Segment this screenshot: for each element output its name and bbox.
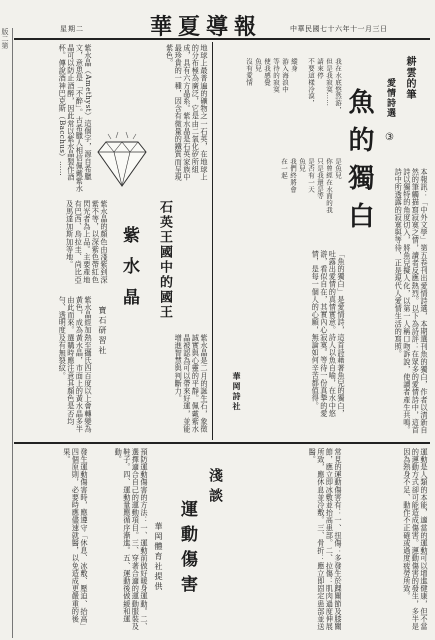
poem-line: 沒有愛情 [245,58,253,86]
gem-headline: 石英王國中的國王 [157,200,172,320]
masthead-weekday: 星期二 [60,25,84,33]
poem-line: 是魚兒 [334,158,342,179]
sports-credit: 華岡體育社提供 [154,522,163,592]
poem-line: 是否有一天 [307,158,315,193]
gem-body-3: 紫水晶經加熱至攝氏四百度以上會轉變為黃色，成為黃水晶，市面上的黃水晶多半由此而來。選購時應注意其顏色是否均勻、透明度及有無裂紋。 [58,296,93,433]
poem-line: 魚兒 [254,58,262,72]
poem-lines-group-2 [246,58,298,158]
gem-diamond-illustration [96,130,148,190]
poem-line: 請來停 [316,58,324,79]
poetry-column-title: 耕雲的筆 [404,56,415,100]
masthead-date: 中華民國七十六年十一月三日 [290,25,388,33]
poetry-side-article: 本報訊：「中外文學」第五卷刊出愛情詩選，本期選刊魚的獨白，作者以清新自然的筆觸描寫寂寞之情，讀者反應熱烈。以下為詩評：在眾多的愛情詩中，這首詩以獨特的角度切入，將魚兒擬人化，以第一人稱口吻訴說，使讀者產生共鳴。詩中所透露的寂寞與等待，正是現代人愛情生活的寫照。 [394,168,429,434]
poem-title: 魚的獨白 [344,88,374,240]
poetry-subtitle: 愛情詩選 [385,78,395,118]
poem-lines-group-1 [300,58,342,148]
sports-headline-prefix: 淺談 [207,468,223,508]
poem-line: 不要這樣冷漠， [307,58,315,107]
gem-subheadline: 紫水晶 [119,226,139,319]
poem-line: 但是我寂寞…… [325,58,333,107]
poem-line: 游入海浪中 [281,58,289,93]
gem-body-4: 紫水晶是二月的誕生石，象徵誠實與心靈的平靜。佩戴紫水晶被認為可以帶來好運，並能增進智慧與判斷力。 [174,334,209,433]
sports-body-1: 運動是人類的本能，適當的運動可以增進健康，但不當的運動方式卻可能造成傷害。運動傷害的發生，多半是因為熱身不足、動作不正確或過度疲勞所致。 [402,448,429,631]
poem-line: 縱身 [290,58,298,72]
poem-line: 我在水底悠然游， [334,58,342,114]
gem-intro: 地球上最普遍的礦物之一石英，在地球上的分布極為廣泛，它是由二氧化矽所組成，具有六方晶系。紫水晶是石英家族中最珍貴的一種，因含有微量的鐵質而呈現紫色。 [165,44,209,181]
sports-headline: 運動傷害 [177,500,197,600]
poetry-commentary: 「魚的獨白」是愛情詩，這首詩藉著魚兒的獨白，吐露出愛情的真情實意。詩人以魚自喻，在水中悠游，看似自在，其實內心寂寞。等待一份真摯的愛情，是每一個人的心願，無論如何辛苦都值得。 [311,250,346,418]
poem-line: 使我感覺 [263,58,271,86]
gem-byline: 寶石研習社 [98,306,107,356]
poem-lines-group-3 [232,158,342,238]
column-divider [212,42,213,440]
poem-line: 我們終將會 [289,158,297,193]
page-number-strip: 版二第 [1,28,9,49]
poetry-author: 華岡詩社 [232,372,242,412]
sports-body-4: 發生運動傷害時，應遵守「休息、冰敷、壓迫、抬高」四個原則，必要時應儘速就醫，以免造成更嚴重的後果。 [62,448,89,631]
gem-body-2: 紫水晶的顏色由淺紫到深紫不等，以深紫色帶紅色閃光者為上品。主要產地有巴西、烏拉圭、尚比亞及馬達加斯加等地。 [65,200,109,284]
masthead-title: 華夏導報 [150,14,263,40]
sports-body-2: 常見的運動傷害有：一、扭傷：多發生於踝關節及膝關節，應立即冰敷並抬高患部。二、拉傷：肌肉過度伸展所致，應休息並冷敷。三、骨折：應立即固定患部並送醫。 [308,448,343,631]
poem-line: 等待的寂寞 [272,58,280,93]
left-margin-rule [12,28,13,638]
poem-line: 在一起 [280,158,288,179]
poem-line: 魚兒 [298,158,306,172]
poem-line: 你曾經在水面的我 [325,158,333,214]
gem-body-1: 紫水晶（Amethyst）這個字，源自希臘文，意思是「不醉」。古希臘人相信佩戴紫水晶可以防止酒醉，因此常以紫水晶製作酒杯。傳說酒神巴克斯（Bacchus）…… [58,44,93,193]
section-divider [14,442,430,444]
poetry-number: ③ [385,132,394,143]
sports-body-3: 預防運動傷害的方法：一、運動前做好暖身運動。二、選擇適合自己的運動項目。三、穿著合適的運動服裝及鞋子。四、運動量應循序漸進。五、運動後做緩和運動。 [114,448,149,631]
poem-line: 只是我還是等 [316,158,324,200]
